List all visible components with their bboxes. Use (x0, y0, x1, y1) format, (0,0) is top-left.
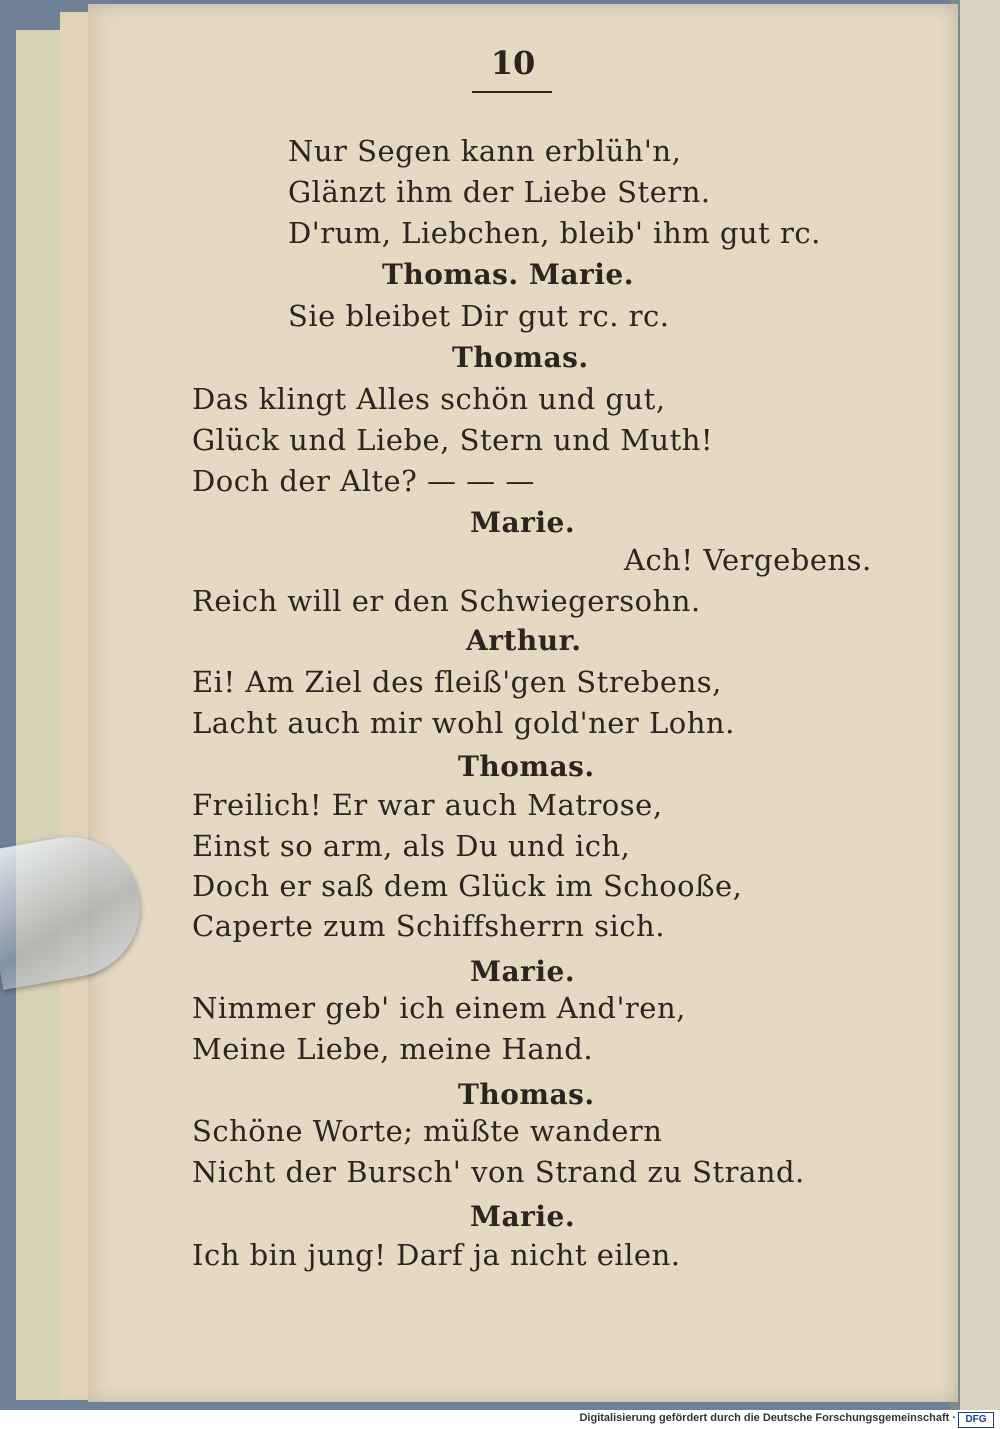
speaker-heading: Thomas. (458, 750, 595, 783)
funding-credit: Digitalisierung gefördert durch die Deutsche Forschungsgemeinschaft · (579, 1412, 956, 1424)
verse-line: Nur Segen kann erblüh'n, (288, 134, 682, 168)
speaker-heading: Marie. (470, 506, 576, 539)
verse-line: Ich bin jung! Darf ja nicht eilen. (192, 1238, 681, 1272)
verse-line: D'rum, Liebchen, bleib' ihm gut rc. (288, 216, 821, 250)
verse-line: Nimmer geb' ich einem And'ren, (192, 991, 686, 1025)
speaker-heading: Marie. (470, 955, 576, 988)
verse-line: Doch er saß dem Glück im Schooße, (192, 869, 743, 903)
speaker-heading: Arthur. (466, 624, 582, 657)
verse-line: Caperte zum Schiffsherrn sich. (192, 909, 665, 943)
speaker-heading: Thomas. (458, 1078, 595, 1111)
verse-line: Glück und Liebe, Stern und Muth! (192, 423, 714, 457)
verse-line: Ei! Am Ziel des fleiß'gen Strebens, (192, 665, 722, 699)
speaker-heading: Marie. (470, 1200, 576, 1233)
verse-line: Glänzt ihm der Liebe Stern. (288, 175, 711, 209)
speaker-heading: Thomas. Marie. (382, 258, 634, 291)
verse-line: Sie bleibet Dir gut rc. rc. (288, 299, 670, 333)
verse-line: Lacht auch mir wohl gold'ner Lohn. (192, 706, 735, 740)
page-number: 10 (490, 44, 536, 82)
page-number-rule (472, 91, 552, 93)
speaker-heading: Thomas. (452, 341, 589, 374)
verse-line: Das klingt Alles schön und gut, (192, 382, 666, 416)
verse-line: Reich will er den Schwiegersohn. (192, 584, 701, 618)
book-page (88, 4, 958, 1402)
verse-line: Einst so arm, als Du und ich, (192, 829, 631, 863)
verse-line: Doch der Alte? — — — (192, 464, 535, 498)
verse-line: Nicht der Bursch' von Strand zu Strand. (192, 1155, 805, 1189)
facing-page-edge (960, 0, 1000, 1410)
verse-line: Freilich! Er war auch Matrose, (192, 788, 663, 822)
verse-line: Ach! Vergebens. (624, 543, 872, 577)
verse-line: Schöne Worte; müßte wandern (192, 1114, 663, 1148)
verse-line: Meine Liebe, meine Hand. (192, 1032, 594, 1066)
dfg-logo: DFG (958, 1412, 994, 1428)
